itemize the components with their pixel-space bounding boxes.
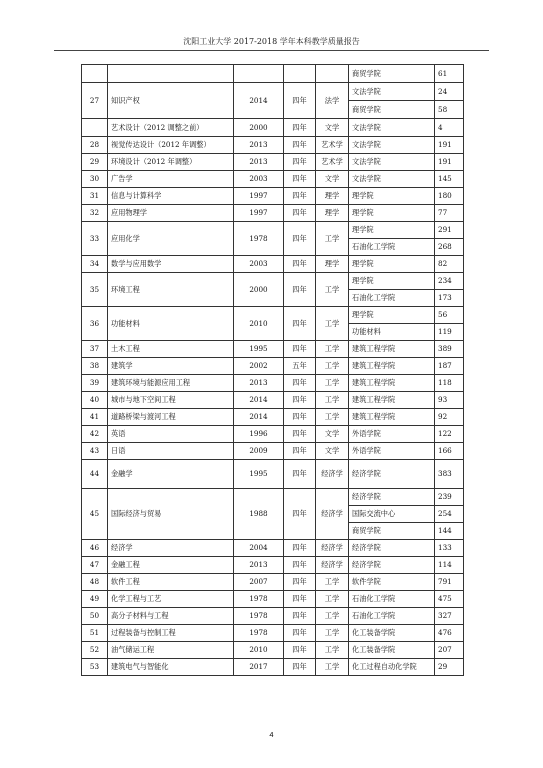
degree-cell: 经济学 [316,460,349,489]
student-count-cell: 24 [435,83,464,101]
college-cell: 建筑工程学院 [349,341,435,358]
college-cell: 经济学院 [349,489,435,506]
degree-cell: 工学 [316,375,349,392]
degree-cell: 文学 [316,171,349,188]
duration-cell: 四年 [284,154,316,171]
duration-cell: 四年 [284,574,316,591]
page-header-title: 沈阳工业大学 2017-2018 学年本科教学质量报告 [183,37,360,46]
degree-cell: 理学 [316,205,349,222]
table-row [82,443,464,460]
table-row [82,659,464,676]
serial-number-cell: 36 [82,307,108,341]
table-row [82,137,464,154]
college-cell: 理学院 [349,273,435,290]
duration-cell: 四年 [284,119,316,137]
college-cell: 商贸学院 [349,65,435,83]
major-name-cell: 道路桥梁与渡河工程 [108,409,234,426]
student-count-cell: 476 [435,625,464,642]
duration-cell: 四年 [284,205,316,222]
year-cell: 2014 [234,83,284,119]
degree-cell: 经济学 [316,489,349,540]
student-count-cell: 56 [435,307,464,324]
majors-table-body [82,65,464,676]
major-name-cell: 英语 [108,426,234,443]
college-cell: 建筑工程学院 [349,375,435,392]
student-count-cell: 144 [435,523,464,540]
year-cell: 1996 [234,426,284,443]
table-row [82,154,464,171]
degree-cell: 文学 [316,443,349,460]
degree-cell: 理学 [316,188,349,205]
duration-cell: 四年 [284,608,316,625]
duration-cell: 四年 [284,273,316,307]
student-count-cell: 92 [435,409,464,426]
table-row [82,222,464,239]
duration-cell: 四年 [284,392,316,409]
major-name-cell: 艺术设计（2012 调整之前） [108,119,234,137]
table-row [82,205,464,222]
year-cell: 2014 [234,409,284,426]
student-count-cell: 234 [435,273,464,290]
major-name-cell: 国际经济与贸易 [108,489,234,540]
student-count-cell: 207 [435,642,464,659]
table-row [82,341,464,358]
college-cell: 文法学院 [349,83,435,101]
duration-cell: 四年 [284,83,316,119]
duration-cell: 四年 [284,557,316,574]
degree-cell: 工学 [316,642,349,659]
college-cell: 建筑工程学院 [349,392,435,409]
serial-number-cell [82,65,108,83]
year-cell: 1978 [234,608,284,625]
degree-cell: 文学 [316,119,349,137]
student-count-cell: 254 [435,506,464,523]
degree-cell [316,65,349,83]
duration-cell: 四年 [284,591,316,608]
student-count-cell: 93 [435,392,464,409]
student-count-cell: 119 [435,324,464,341]
student-count-cell: 118 [435,375,464,392]
table-row [82,574,464,591]
student-count-cell: 475 [435,591,464,608]
table-row [82,307,464,324]
serial-number-cell: 50 [82,608,108,625]
year-cell: 1995 [234,460,284,489]
year-cell: 2000 [234,119,284,137]
year-cell: 1978 [234,625,284,642]
table-row [82,65,464,83]
major-name-cell: 化学工程与工艺 [108,591,234,608]
serial-number-cell [82,119,108,137]
major-name-cell: 建筑电气与智能化 [108,659,234,676]
college-cell: 化工装备学院 [349,625,435,642]
college-cell: 文法学院 [349,119,435,137]
table-row [82,358,464,375]
table-row [82,642,464,659]
serial-number-cell: 49 [82,591,108,608]
year-cell: 1978 [234,591,284,608]
major-name-cell: 金融学 [108,460,234,489]
degree-cell: 法学 [316,83,349,119]
table-row [82,489,464,506]
student-count-cell: 114 [435,557,464,574]
college-cell: 理学院 [349,188,435,205]
duration-cell: 四年 [284,659,316,676]
table-row [82,83,464,101]
serial-number-cell: 42 [82,426,108,443]
majors-table [81,64,464,676]
degree-cell: 工学 [316,608,349,625]
table-row [82,409,464,426]
major-name-cell: 数学与应用数学 [108,256,234,273]
serial-number-cell: 31 [82,188,108,205]
serial-number-cell: 40 [82,392,108,409]
year-cell [234,65,284,83]
duration-cell: 四年 [284,443,316,460]
major-name-cell: 视觉传达设计（2012 年调整） [108,137,234,154]
degree-cell: 经济学 [316,540,349,557]
year-cell: 2004 [234,540,284,557]
major-name-cell: 知识产权 [108,83,234,119]
serial-number-cell: 29 [82,154,108,171]
duration-cell: 四年 [284,375,316,392]
college-cell: 理学院 [349,307,435,324]
student-count-cell: 383 [435,460,464,489]
serial-number-cell: 43 [82,443,108,460]
table-row [82,460,464,489]
duration-cell: 四年 [284,171,316,188]
year-cell: 2013 [234,137,284,154]
year-cell: 2013 [234,375,284,392]
serial-number-cell: 41 [82,409,108,426]
student-count-cell: 173 [435,290,464,307]
student-count-cell: 187 [435,358,464,375]
college-cell: 软件学院 [349,574,435,591]
year-cell: 2000 [234,273,284,307]
major-name-cell: 应用物理学 [108,205,234,222]
major-name-cell: 建筑环境与能源应用工程 [108,375,234,392]
duration-cell: 四年 [284,460,316,489]
college-cell: 化工过程自动化学院 [349,659,435,676]
degree-cell: 工学 [316,625,349,642]
year-cell: 2003 [234,171,284,188]
serial-number-cell: 37 [82,341,108,358]
student-count-cell: 180 [435,188,464,205]
serial-number-cell: 39 [82,375,108,392]
degree-cell: 工学 [316,574,349,591]
college-cell: 文法学院 [349,137,435,154]
year-cell: 2007 [234,574,284,591]
student-count-cell: 166 [435,443,464,460]
major-name-cell: 功能材料 [108,307,234,341]
student-count-cell: 327 [435,608,464,625]
table-row [82,171,464,188]
college-cell: 文法学院 [349,171,435,188]
year-cell: 2010 [234,642,284,659]
student-count-cell: 122 [435,426,464,443]
duration-cell: 四年 [284,426,316,443]
table-row [82,256,464,273]
year-cell: 2009 [234,443,284,460]
degree-cell: 工学 [316,591,349,608]
student-count-cell: 145 [435,171,464,188]
duration-cell: 四年 [284,540,316,557]
degree-cell: 工学 [316,392,349,409]
degree-cell: 艺术学 [316,154,349,171]
year-cell: 1997 [234,188,284,205]
table-row [82,540,464,557]
table-row [82,119,464,137]
serial-number-cell: 30 [82,171,108,188]
major-name-cell: 环境工程 [108,273,234,307]
duration-cell: 四年 [284,341,316,358]
major-name-cell: 金融工程 [108,557,234,574]
serial-number-cell: 28 [82,137,108,154]
college-cell: 商贸学院 [349,101,435,119]
college-cell: 国际交流中心 [349,506,435,523]
serial-number-cell: 34 [82,256,108,273]
major-name-cell: 环境设计（2012 年调整） [108,154,234,171]
college-cell: 文法学院 [349,154,435,171]
table-row [82,188,464,205]
duration-cell: 四年 [284,256,316,273]
college-cell: 石油化工学院 [349,290,435,307]
major-name-cell: 日语 [108,443,234,460]
serial-number-cell: 33 [82,222,108,256]
year-cell: 1978 [234,222,284,256]
student-count-cell: 268 [435,239,464,256]
year-cell: 1988 [234,489,284,540]
student-count-cell: 82 [435,256,464,273]
table-row [82,625,464,642]
duration-cell: 四年 [284,625,316,642]
college-cell: 经济学院 [349,540,435,557]
degree-cell: 工学 [316,409,349,426]
year-cell: 2017 [234,659,284,676]
serial-number-cell: 32 [82,205,108,222]
duration-cell: 四年 [284,222,316,256]
table-row [82,273,464,290]
student-count-cell: 239 [435,489,464,506]
major-name-cell: 建筑学 [108,358,234,375]
duration-cell: 四年 [284,489,316,540]
student-count-cell: 791 [435,574,464,591]
year-cell: 1995 [234,341,284,358]
duration-cell: 四年 [284,188,316,205]
college-cell: 石油化工学院 [349,239,435,256]
year-cell: 2013 [234,154,284,171]
student-count-cell: 291 [435,222,464,239]
major-name-cell: 土木工程 [108,341,234,358]
major-name-cell: 油气储运工程 [108,642,234,659]
duration-cell: 四年 [284,642,316,659]
serial-number-cell: 47 [82,557,108,574]
major-name-cell: 经济学 [108,540,234,557]
table-row [82,591,464,608]
college-cell: 石油化工学院 [349,591,435,608]
table-row [82,557,464,574]
table-row [82,392,464,409]
duration-cell: 四年 [284,137,316,154]
student-count-cell: 191 [435,154,464,171]
college-cell: 建筑工程学院 [349,409,435,426]
serial-number-cell: 44 [82,460,108,489]
major-name-cell: 应用化学 [108,222,234,256]
college-cell: 理学院 [349,205,435,222]
major-name-cell: 软件工程 [108,574,234,591]
year-cell: 2013 [234,557,284,574]
major-name-cell: 高分子材料与工程 [108,608,234,625]
serial-number-cell: 45 [82,489,108,540]
serial-number-cell: 46 [82,540,108,557]
student-count-cell: 58 [435,101,464,119]
student-count-cell: 29 [435,659,464,676]
duration-cell [284,65,316,83]
college-cell: 石油化工学院 [349,608,435,625]
major-name-cell: 广告学 [108,171,234,188]
year-cell: 2014 [234,392,284,409]
serial-number-cell: 51 [82,625,108,642]
college-cell: 外语学院 [349,426,435,443]
degree-cell: 理学 [316,256,349,273]
college-cell: 功能材料 [349,324,435,341]
serial-number-cell: 52 [82,642,108,659]
college-cell: 经济学院 [349,557,435,574]
student-count-cell: 389 [435,341,464,358]
college-cell: 理学院 [349,222,435,239]
year-cell: 2003 [234,256,284,273]
table-row [82,426,464,443]
student-count-cell: 61 [435,65,464,83]
college-cell: 化工装备学院 [349,642,435,659]
header-rule [54,50,489,51]
college-cell: 建筑工程学院 [349,358,435,375]
serial-number-cell: 27 [82,83,108,119]
major-name-cell: 过程装备与控制工程 [108,625,234,642]
table-row [82,375,464,392]
duration-cell: 四年 [284,307,316,341]
student-count-cell: 77 [435,205,464,222]
year-cell: 1997 [234,205,284,222]
degree-cell: 经济学 [316,557,349,574]
degree-cell: 工学 [316,341,349,358]
degree-cell: 工学 [316,222,349,256]
degree-cell: 艺术学 [316,137,349,154]
student-count-cell: 191 [435,137,464,154]
year-cell: 2010 [234,307,284,341]
major-name-cell [108,65,234,83]
duration-cell: 四年 [284,409,316,426]
degree-cell: 工学 [316,659,349,676]
degree-cell: 工学 [316,273,349,307]
serial-number-cell: 35 [82,273,108,307]
degree-cell: 文学 [316,426,349,443]
college-cell: 外语学院 [349,443,435,460]
college-cell: 经济学院 [349,460,435,489]
college-cell: 理学院 [349,256,435,273]
student-count-cell: 133 [435,540,464,557]
student-count-cell: 4 [435,119,464,137]
serial-number-cell: 38 [82,358,108,375]
serial-number-cell: 53 [82,659,108,676]
duration-cell: 五年 [284,358,316,375]
major-name-cell: 信息与计算科学 [108,188,234,205]
college-cell: 商贸学院 [349,523,435,540]
degree-cell: 工学 [316,358,349,375]
degree-cell: 工学 [316,307,349,341]
serial-number-cell: 48 [82,574,108,591]
year-cell: 2002 [234,358,284,375]
page-number: 4 [269,730,274,739]
major-name-cell: 城市与地下空间工程 [108,392,234,409]
table-row [82,608,464,625]
